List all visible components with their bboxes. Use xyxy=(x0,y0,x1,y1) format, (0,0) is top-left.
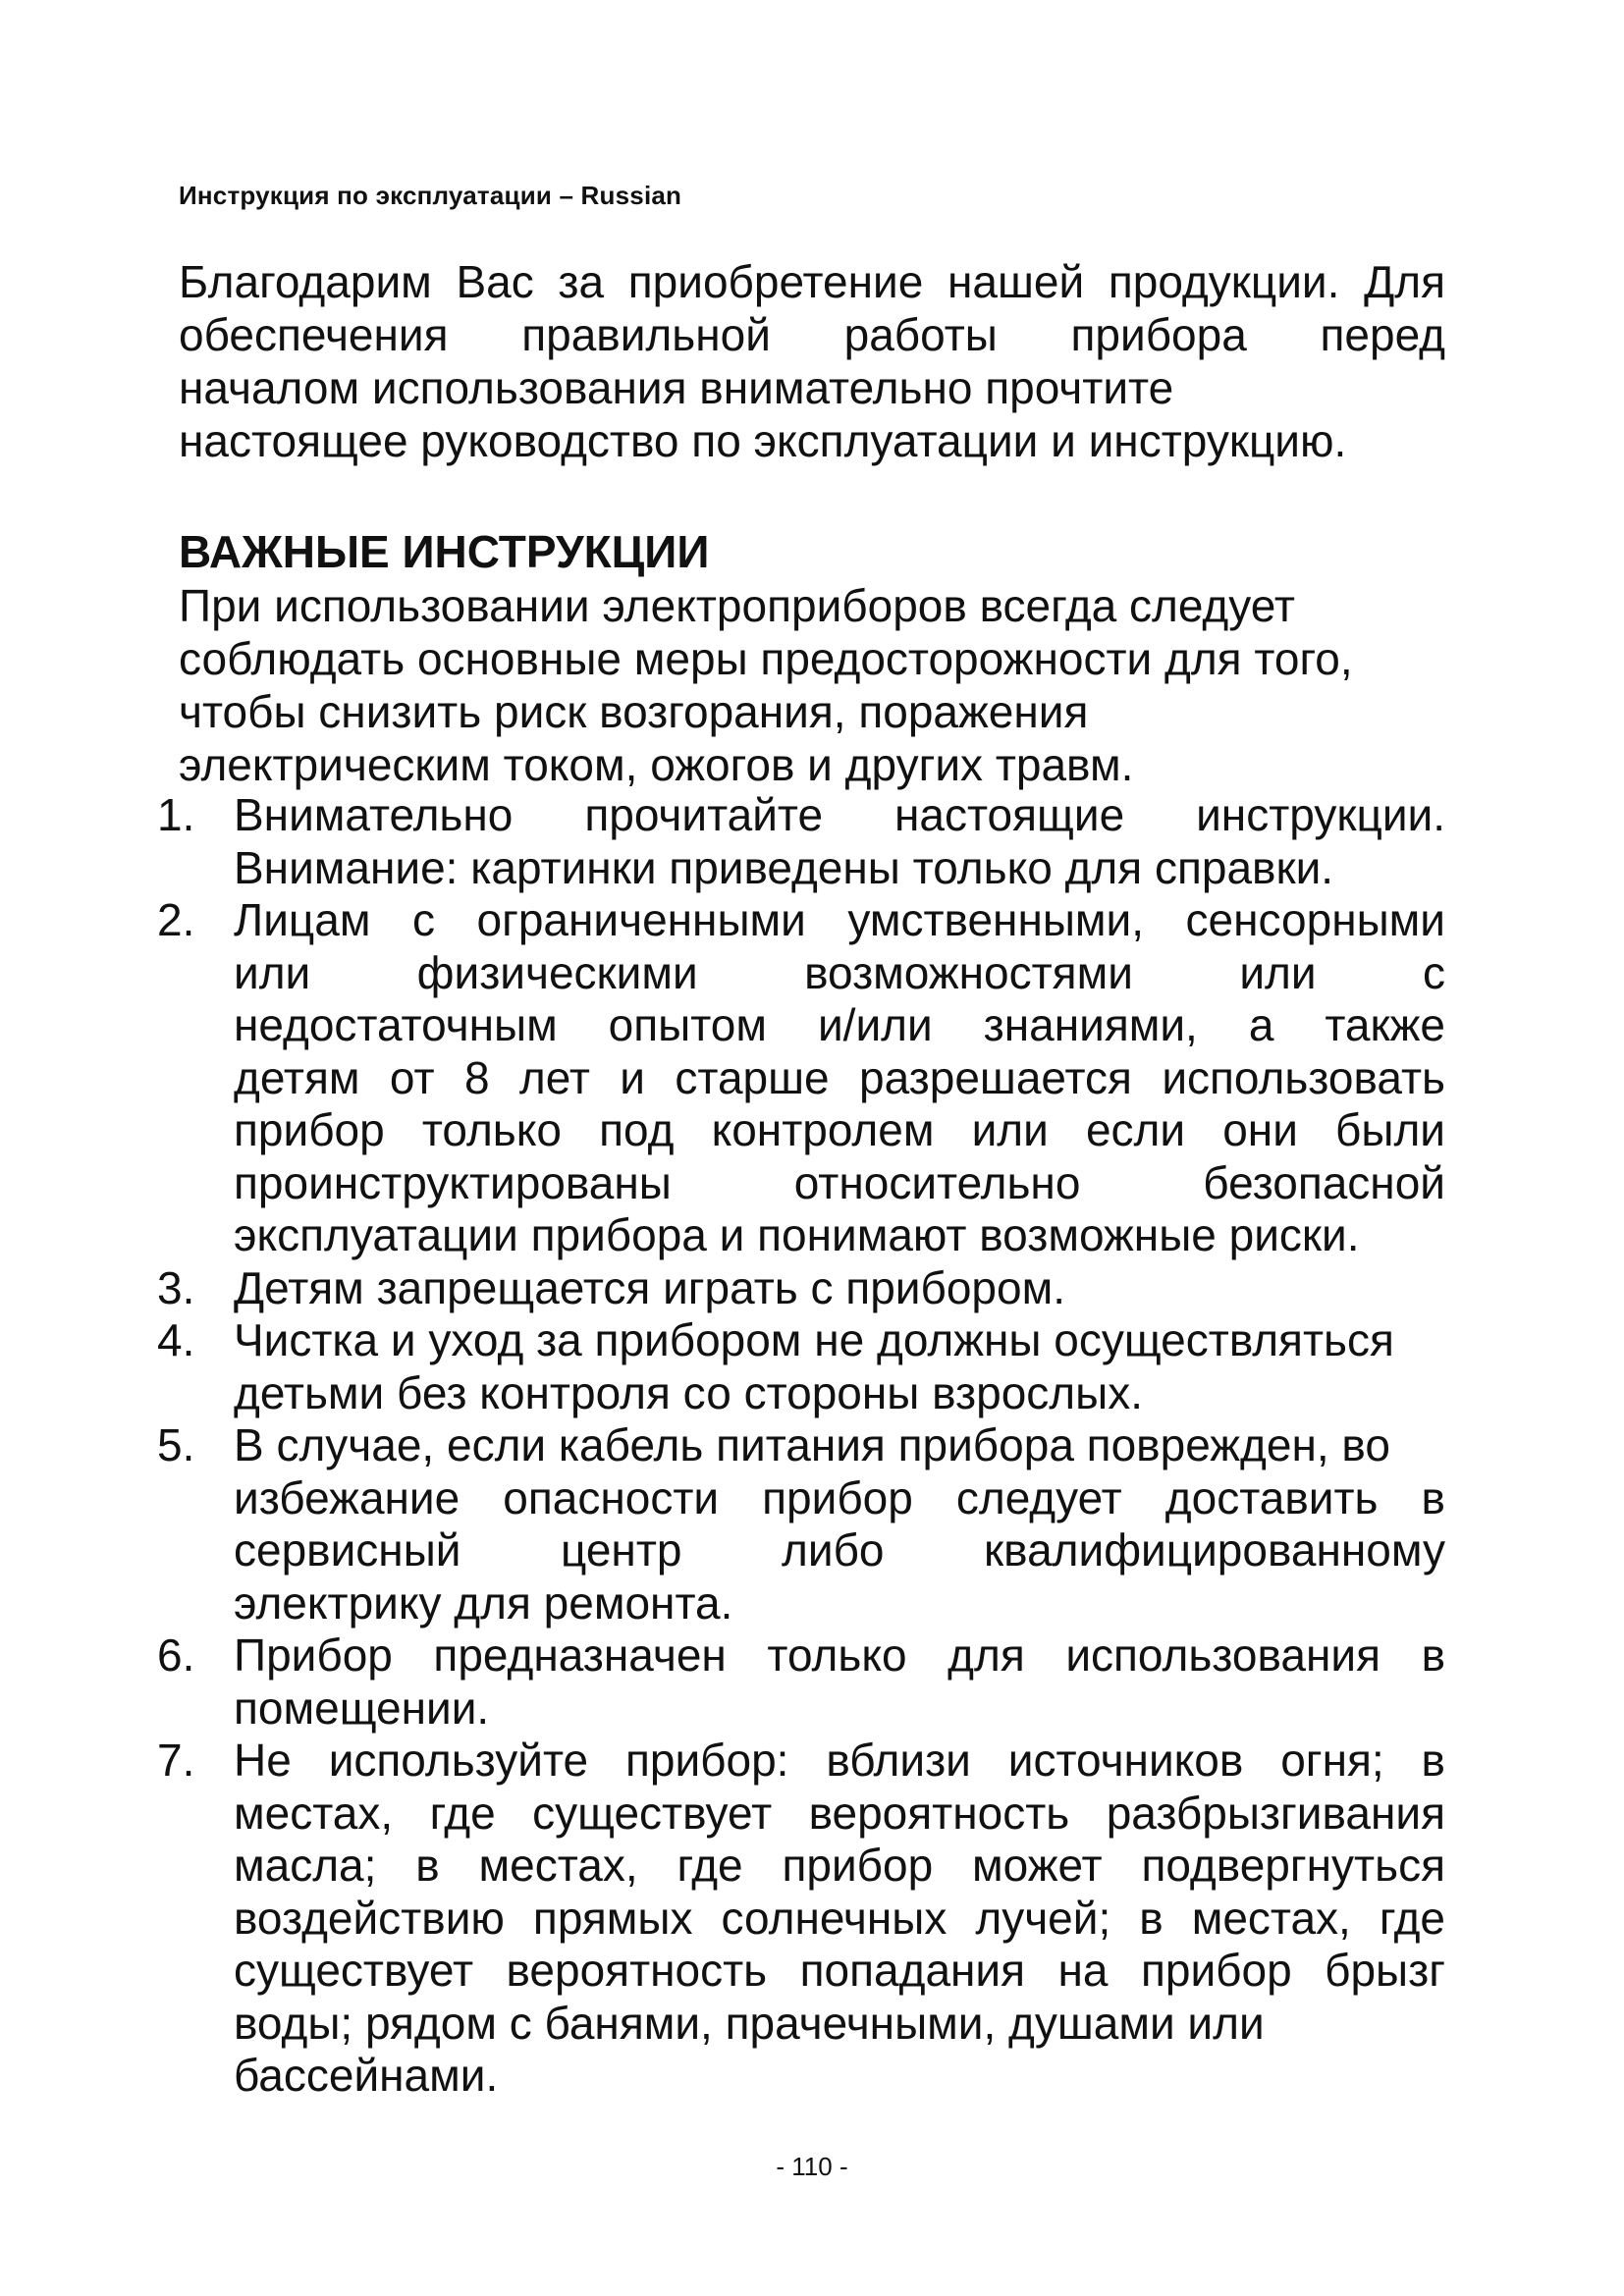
instructions-list xyxy=(157,789,1445,2103)
instruction-number: 6. xyxy=(157,1629,195,1681)
instruction-line: существует вероятность попадания на прибор брызг xyxy=(234,1945,1445,1996)
instruction-line: Прибор предназначен только для использования в xyxy=(234,1629,1445,1681)
running-header: Инструкция по эксплуатации – Russian xyxy=(179,181,682,210)
instruction-line: эксплуатации прибора и понимают возможные риски. xyxy=(234,1209,1360,1260)
warning-line: При использовании электроприборов всегда следует xyxy=(179,580,1295,631)
instruction-line: избежание опасности прибор следует доставить в xyxy=(234,1471,1445,1523)
intro-paragraph xyxy=(179,255,1445,467)
instruction-line: Внимание: картинки приведены только для справки. xyxy=(234,841,1334,893)
instruction-item-5 xyxy=(157,1419,1445,1629)
instruction-line: масла; в местах, где прибор может подвергнуться xyxy=(234,1840,1445,1891)
instruction-number: 1. xyxy=(157,789,195,840)
instruction-line: помещении. xyxy=(234,1682,490,1734)
instruction-item-2 xyxy=(157,894,1445,1262)
instruction-line: местах, где существует вероятность разбрызгивания xyxy=(234,1787,1445,1839)
instruction-item-3 xyxy=(157,1262,1445,1315)
warning-line: чтобы снизить риск возгорания, поражения xyxy=(179,686,1089,737)
instruction-line: Детям запрещается играть с прибором. xyxy=(234,1261,1065,1313)
page-number: - 110 - xyxy=(776,2152,848,2181)
intro-line: началом использования внимательно прочтите xyxy=(179,362,1174,413)
instruction-line: детям от 8 лет и старше разрешается использовать xyxy=(234,1051,1445,1103)
instruction-line: воздействию прямых солнечных лучей; в местах, где xyxy=(234,1892,1445,1944)
instruction-line: электрику для ремонта. xyxy=(234,1576,733,1629)
instruction-number: 4. xyxy=(157,1314,195,1365)
instruction-line: детьми без контроля со стороны взрослых. xyxy=(234,1366,1143,1418)
instruction-item-4 xyxy=(157,1314,1445,1419)
instruction-number: 2. xyxy=(157,894,195,945)
instruction-item-7 xyxy=(157,1735,1445,2103)
instruction-line: Лицам с ограниченными умственными, сенсорными xyxy=(234,894,1445,945)
instruction-number: 3. xyxy=(157,1261,195,1313)
instruction-line: воды; рядом с банями, прачечными, душами или xyxy=(234,1997,1265,2049)
instruction-item-6 xyxy=(157,1629,1445,1735)
intro-line: обеспечения правильной работы прибора перед xyxy=(179,309,1445,360)
instruction-line: проинструктированы относительно безопасной xyxy=(234,1156,1445,1208)
instruction-line: Не используйте прибор: вблизи источников огня; в xyxy=(234,1735,1445,1786)
warning-line: электрическим током, ожогов и других травм. xyxy=(179,739,1134,790)
instruction-line: Чистка и уход за прибором не должны осуществляться xyxy=(234,1314,1394,1365)
instruction-line: сервисный центр либо квалифицированному xyxy=(234,1524,1445,1575)
intro-line: Благодарим Вас за приобретение нашей продукции. Для xyxy=(179,256,1445,307)
instruction-line: недостаточным опытом и/или знаниями, а также xyxy=(234,999,1445,1050)
instruction-number: 5. xyxy=(157,1419,195,1470)
warning-paragraph xyxy=(179,579,1445,791)
instruction-line: бассейнами. xyxy=(234,2050,499,2101)
section-heading: ВАЖНЫЕ ИНСТРУКЦИИ xyxy=(179,526,710,577)
instruction-line: или физическими возможностями или с xyxy=(234,946,1445,998)
instruction-line: прибор только под контролем или если они были xyxy=(234,1104,1445,1155)
instruction-number: 7. xyxy=(157,1735,195,1786)
instruction-item-1 xyxy=(157,789,1445,894)
warning-line: соблюдать основные меры предосторожности для того, xyxy=(179,633,1353,684)
instruction-line: В случае, если кабель питания прибора поврежден, во xyxy=(234,1419,1390,1470)
intro-line: настоящее руководство по эксплуатации и инструкцию. xyxy=(179,415,1347,466)
instruction-line: Внимательно прочитайте настоящие инструкции. xyxy=(234,789,1445,840)
